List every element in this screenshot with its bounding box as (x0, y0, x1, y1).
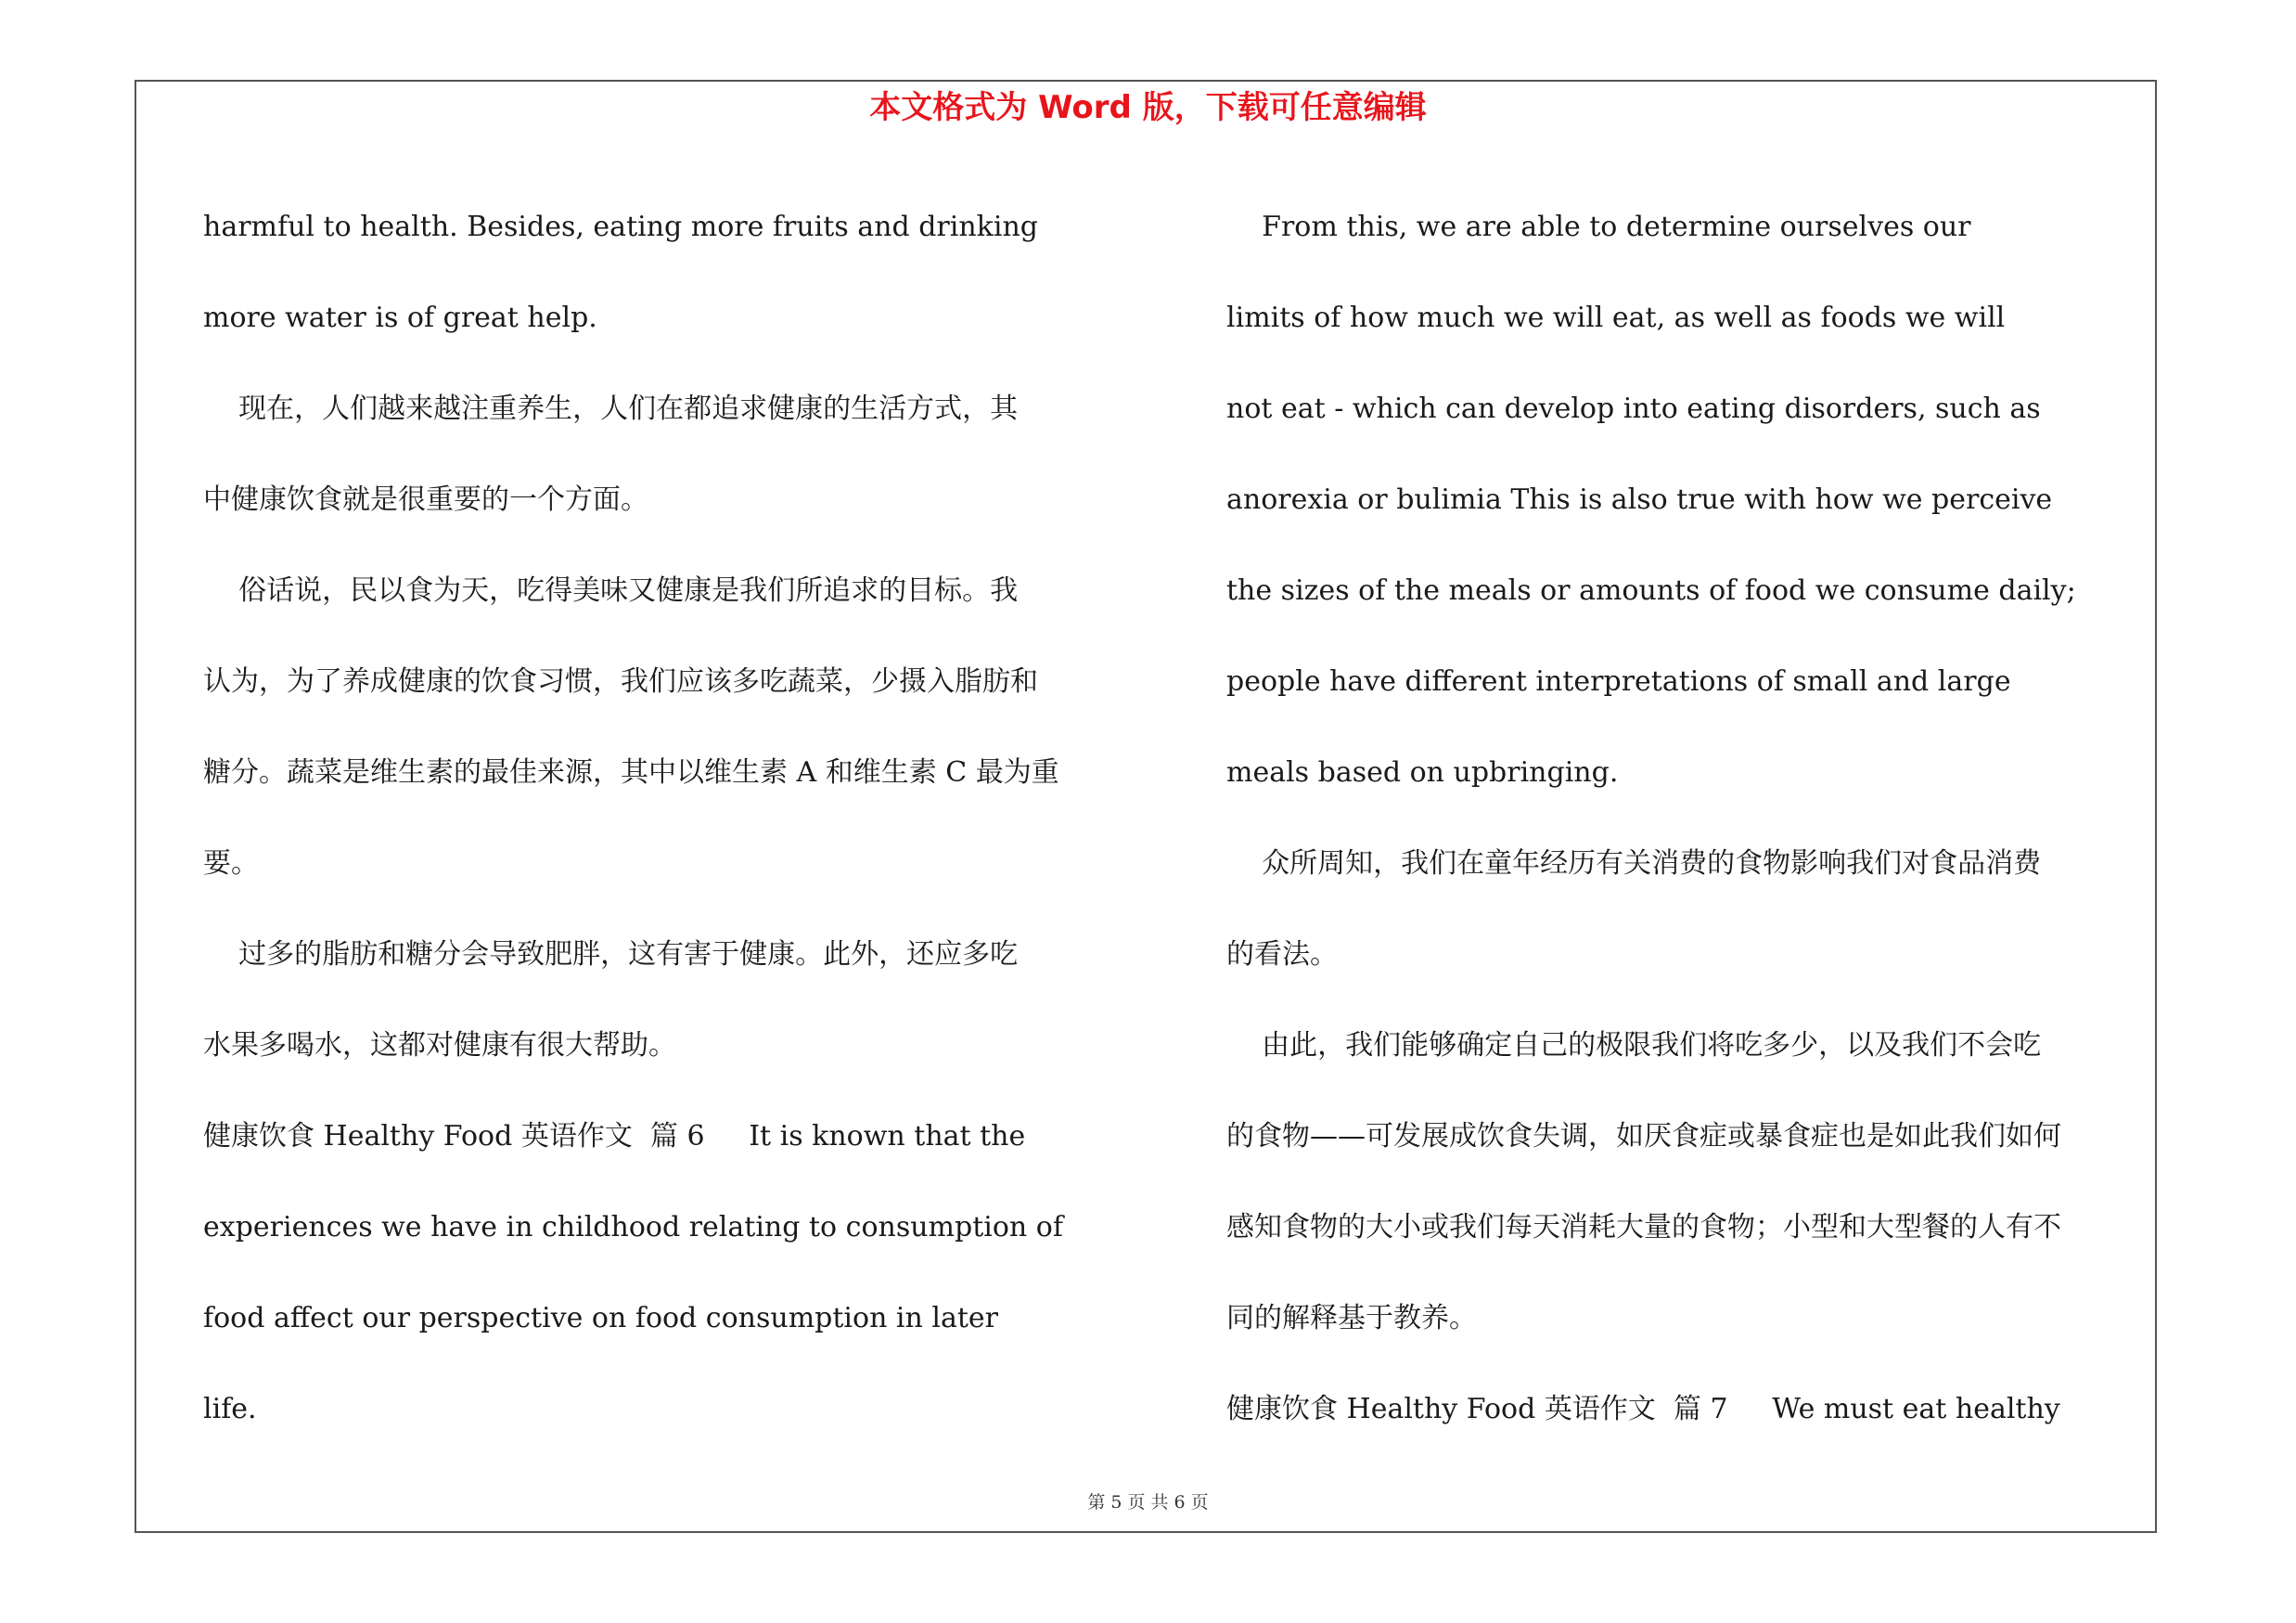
text-line: anorexia or bulimia This is also true with how we perceive (1226, 483, 2053, 516)
text-line: 现在，人们越来越注重养生，人们在都追求健康的生活方式，其 (203, 393, 1019, 425)
text-line: 众所周知，我们在童年经历有关消费的食物影响我们对食品消费 (1226, 847, 2042, 880)
text-line: not eat - which can develop into eating disorders, such as (1226, 393, 2041, 425)
text-line: 糖分。蔬菜是维生素的最佳来源，其中以维生素 A 和维生素 C 最为重 (203, 756, 1059, 789)
text-line: life. (203, 1393, 257, 1425)
text-line: the sizes of the meals or amounts of food we consume daily; (1226, 574, 2076, 607)
text-line: limits of how much we will eat, as well as foods we will (1226, 302, 2006, 334)
right-column (1226, 182, 2154, 1455)
text-line: 由此，我们能够确定自己的极限我们将吃多少，以及我们不会吃 (1226, 1029, 2042, 1062)
text-line: food affect our perspective on food consumption in later (203, 1302, 999, 1334)
text-line: 过多的脂肪和糖分会导致肥胖，这有害于健康。此外，还应多吃 (203, 938, 1019, 971)
text-line: meals based on upbringing. (1226, 756, 1619, 789)
page-number-footer: 第 5 页 共 6 页 (1087, 1492, 1209, 1513)
text-line: people have different interpretations of small and large (1226, 665, 2011, 698)
text-line: experiences we have in childhood relating to consumption of (203, 1211, 1063, 1243)
text-line: 认为，为了养成健康的饮食习惯，我们应该多吃蔬菜，少摄入脂肪和 (203, 665, 1038, 698)
text-line: From this, we are able to determine ourselves our (1226, 211, 1971, 243)
text-line: 俗话说，民以食为天，吃得美味又健康是我们所追求的目标。我 (203, 574, 1019, 607)
section-heading-line: 健康饮食 Healthy Food 英语作文 篇 6 It is known that the (203, 1120, 1026, 1153)
format-banner: 本文格式为 Word 版，下载可任意编辑 (869, 89, 1427, 126)
text-line: 中健康饮食就是很重要的一个方面。 (203, 483, 648, 516)
text-line: more water is of great help. (203, 302, 597, 334)
text-line: harmful to health. Besides, eating more fruits and drinking (203, 211, 1038, 243)
text-line: 的看法。 (1226, 938, 1338, 971)
text-line: 要。 (203, 847, 259, 880)
left-column (203, 182, 1131, 1455)
text-line: 感知食物的大小或我们每天消耗大量的食物；小型和大型餐的人有不 (1226, 1211, 2061, 1243)
text-line: 的食物——可发展成饮食失调，如厌食症或暴食症也是如此我们如何 (1226, 1120, 2061, 1153)
section-heading-line: 健康饮食 Healthy Food 英语作文 篇 7 We must eat healthy (1226, 1393, 2060, 1425)
text-line: 同的解释基于教养。 (1226, 1302, 1477, 1334)
text-line: 水果多喝水，这都对健康有很大帮助。 (203, 1029, 676, 1062)
